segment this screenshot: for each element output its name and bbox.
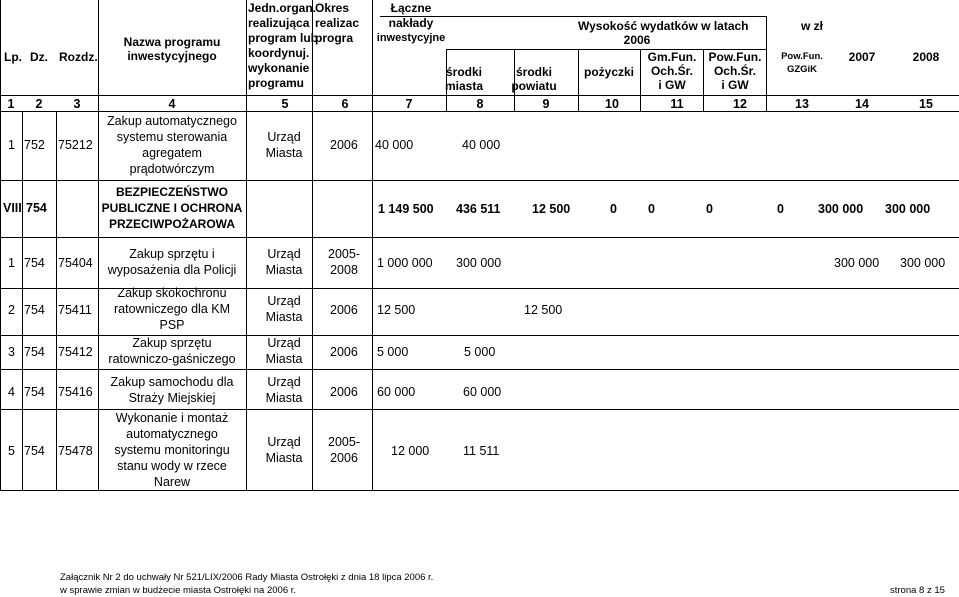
col-nazwa-header: Nazwa programu inwestycyjnego	[123, 35, 221, 63]
row-miasta: 40 000	[462, 138, 501, 152]
section-dz: 754	[26, 201, 47, 215]
row-lp: 1	[8, 138, 15, 152]
row-rozdz: 75404	[58, 256, 93, 270]
section-lp: VIII	[3, 201, 22, 215]
colnum-6: 6	[341, 97, 349, 111]
row-name: Zakup automatycznego systemu sterowania agregatem prądotwórczym	[107, 114, 237, 176]
row-laczne: 12 500	[377, 303, 416, 317]
col-lp-header: Lp.	[4, 50, 22, 64]
section-powiatu: 12 500	[532, 202, 571, 216]
col-gmfun-header: Gm.Fun. Och.Śr. i GW	[647, 50, 697, 92]
col-2008-header: 2008	[912, 50, 940, 64]
row-jedn: Urząd Miasta	[265, 435, 303, 465]
row-dz: 754	[24, 444, 45, 458]
year-2006-header: 2006	[623, 33, 651, 47]
section-gzgik: 0	[777, 202, 784, 216]
row-dz: 754	[24, 345, 45, 359]
row-name: Zakup sprzętu i wyposażenia dla Policji	[107, 247, 237, 277]
row-laczne: 12 000	[391, 444, 430, 458]
colnum-7: 7	[405, 97, 413, 111]
row-dz: 754	[24, 303, 45, 317]
row-miasta: 60 000	[463, 385, 502, 399]
colnum-8: 8	[476, 97, 484, 111]
row-jedn: Urząd Miasta	[265, 294, 303, 324]
row-rozdz: 75212	[58, 138, 93, 152]
colnum-5: 5	[281, 97, 289, 111]
section-gm: 0	[648, 202, 655, 216]
row-name: Zakup samochodu dla Straży Miejskiej	[110, 375, 234, 405]
row-miasta: 11 511	[463, 444, 500, 458]
col-srodki-powiatu-header: środki powiatu	[511, 65, 557, 93]
row-dz: 752	[24, 138, 45, 152]
section-pow: 0	[706, 202, 713, 216]
row-okres: 2006	[330, 138, 358, 152]
colnum-10: 10	[605, 97, 619, 111]
row-miasta: 5 000	[464, 345, 496, 359]
row-rozdz: 75412	[58, 345, 93, 359]
row-okres: 2006	[330, 303, 358, 317]
row-rozdz: 75478	[58, 444, 93, 458]
colnum-12: 12	[733, 97, 747, 111]
section-laczne: 1 149 500	[378, 202, 434, 216]
col-jedn-header: Jedn.organ. realizująca program lub koordynuj. wykonanie programu	[248, 1, 319, 90]
row-lp: 2	[8, 303, 15, 317]
row-okres: 2005- 2008	[328, 247, 360, 277]
section-2007: 300 000	[818, 202, 864, 216]
col-okres-header: Okres realizac progra	[315, 1, 360, 45]
row-dz: 754	[24, 256, 45, 270]
section-name: BEZPIECZEŃSTWO PUBLICZNE I OCHRONA PRZECIWPOŻAROWA	[101, 185, 243, 231]
colnum-11: 11	[670, 97, 684, 111]
row-name: Zakup sprzętu ratowniczo-gaśniczego	[108, 336, 236, 366]
row-laczne: 5 000	[377, 345, 409, 359]
row-okres: 2006	[330, 385, 358, 399]
row-name: Zakup skokochronu ratowniczego dla KM PSP	[113, 286, 231, 332]
row-laczne: 40 000	[375, 138, 414, 152]
row-dz: 754	[24, 385, 45, 399]
colnum-13: 13	[795, 97, 809, 111]
col-pozyczki-header: pożyczki	[583, 65, 635, 79]
col-powfun-header: Pow.Fun. Och.Śr. i GW	[708, 50, 762, 92]
colnum-15: 15	[919, 97, 933, 111]
row-rozdz: 75416	[58, 385, 93, 399]
footer-line1: Załącznik Nr 2 do uchwały Nr 521/LIX/2006 Rady Miasta Ostrołęki z dnia 18 lipca 2006 r.	[60, 572, 434, 583]
row-rozdz: 75411	[58, 303, 92, 317]
currency-label: w zł	[801, 19, 824, 33]
col-rozdz-header: Rozdz.	[59, 50, 98, 64]
colnum-9: 9	[542, 97, 550, 111]
col-2007-header: 2007	[848, 50, 876, 64]
row-lp: 4	[8, 385, 15, 399]
row-2007: 300 000	[834, 256, 880, 270]
colnum-4: 4	[168, 97, 176, 111]
row-okres: 2005- 2006	[328, 435, 360, 465]
col-laczne-header: Łączne nakłady inwestycyjne	[376, 1, 446, 44]
page-number: strona 8 z 15	[890, 585, 945, 596]
section-2008: 300 000	[885, 202, 931, 216]
col-dz-header: Dz.	[30, 50, 48, 64]
colnum-2: 2	[35, 97, 43, 111]
wysokosc-header: Wysokość wydatków w latach	[578, 19, 749, 33]
row-laczne: 1 000 000	[377, 256, 433, 270]
row-name: Wykonanie i montaż automatycznego systemu monitoringu stanu wody w rzece Narew	[114, 411, 230, 489]
col-gzgik-header: Pow.Fun. GZGiK	[781, 51, 823, 75]
row-okres: 2006	[330, 345, 358, 359]
row-miasta: 300 000	[456, 256, 502, 270]
colnum-1: 1	[7, 97, 15, 111]
section-miasta: 436 511	[456, 202, 501, 216]
colnum-3: 3	[73, 97, 81, 111]
section-pozyczki: 0	[610, 202, 617, 216]
colnum-14: 14	[855, 97, 869, 111]
row-lp: 5	[8, 444, 15, 458]
row-2008: 300 000	[900, 256, 946, 270]
row-powiatu: 12 500	[524, 303, 563, 317]
row-lp: 3	[8, 345, 15, 359]
row-jedn: Urząd Miasta	[265, 130, 303, 160]
col-srodki-miasta-header: środki miasta	[444, 65, 484, 93]
row-jedn: Urząd Miasta	[265, 375, 303, 405]
row-jedn: Urząd Miasta	[265, 336, 303, 366]
row-laczne: 60 000	[377, 385, 416, 399]
row-jedn: Urząd Miasta	[265, 247, 303, 277]
row-lp: 1	[8, 256, 15, 270]
footer-line2: w sprawie zmian w budżecie miasta Ostrołęki na 2006 r.	[60, 585, 297, 596]
